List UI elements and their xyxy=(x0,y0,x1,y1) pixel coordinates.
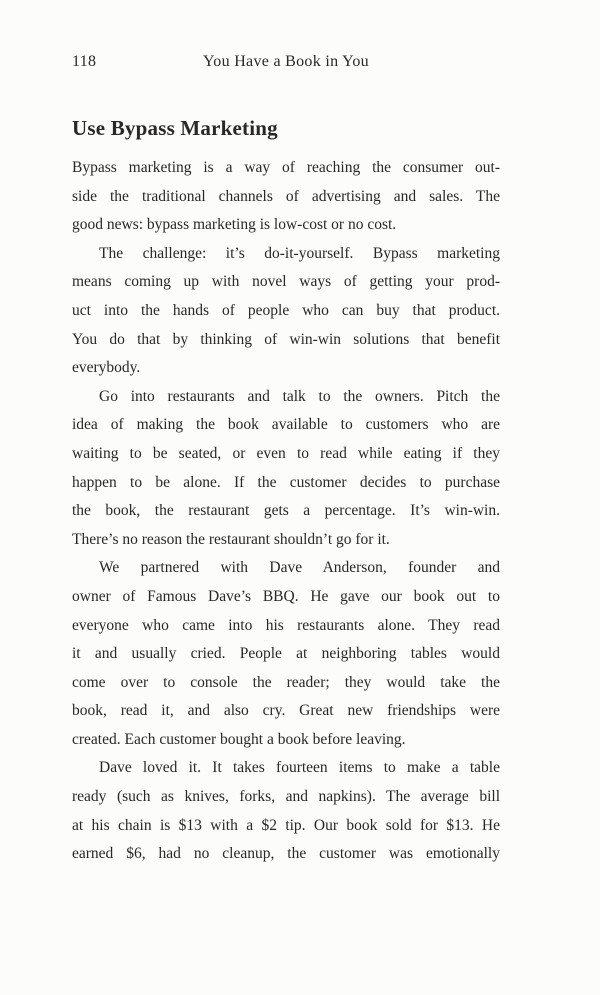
text-line: You do that by thinking of win-win solutions that benefit xyxy=(72,330,500,348)
text-line: We partnered with Dave Anderson, founder and xyxy=(99,559,500,577)
text-line: everybody. xyxy=(72,359,141,377)
paragraph xyxy=(72,554,500,754)
text-line: means coming up with novel ways of getting your prod- xyxy=(72,273,500,291)
page-number: 118 xyxy=(72,53,97,70)
text-line: The challenge: it’s do-it-yourself. Bypass marketing xyxy=(99,244,500,262)
text-line: Bypass marketing is a way of reaching the consumer out- xyxy=(72,159,500,176)
text-line: the book, the restaurant gets a percentage. It’s win-win. xyxy=(72,502,500,520)
text-line: happen to be alone. If the customer decides to purchase xyxy=(72,473,500,491)
paragraph xyxy=(72,240,500,383)
text-line: created. Each customer bought a book before leaving. xyxy=(72,730,406,748)
text-line: Go into restaurants and talk to the owners. Pitch the xyxy=(99,387,500,405)
text-line: idea of making the book available to customers who are xyxy=(72,416,500,434)
section-heading: Use Bypass Marketing xyxy=(72,116,278,140)
text-line: ready (such as knives, forks, and napkins). The average bill xyxy=(72,788,500,806)
text-line: side the traditional channels of advertising and sales. The xyxy=(72,187,500,205)
paragraph xyxy=(72,754,500,868)
running-header: You Have a Book in You xyxy=(203,53,369,70)
text-line: uct into the hands of people who can buy that product. xyxy=(72,301,500,319)
paragraph xyxy=(72,383,500,555)
text-line: earned $6, had no cleanup, the customer was emotionally xyxy=(72,845,500,863)
text-line: good news: bypass marketing is low-cost or no cost. xyxy=(72,216,397,234)
text-line: waiting to be seated, or even to read while eating if they xyxy=(72,444,500,462)
text-line: come over to console the reader; they would take the xyxy=(72,673,500,691)
text-line: everyone who came into his restaurants alone. They read xyxy=(72,616,500,634)
text-line: owner of Famous Dave’s BBQ. He gave our book out to xyxy=(72,587,500,605)
text-line: book, read it, and also cry. Great new friendships were xyxy=(72,702,500,720)
text-line: at his chain is $13 with a $2 tip. Our book sold for $13. He xyxy=(72,816,500,834)
book-page xyxy=(72,52,500,869)
text-line: Dave loved it. It takes fourteen items to make a table xyxy=(99,759,500,777)
page-header xyxy=(72,52,500,72)
text-line: There’s no reason the restaurant shouldn’t go for it. xyxy=(72,530,390,548)
text-line: it and usually cried. People at neighboring tables would xyxy=(72,645,500,663)
paragraph xyxy=(72,154,500,240)
body-text xyxy=(72,154,500,869)
